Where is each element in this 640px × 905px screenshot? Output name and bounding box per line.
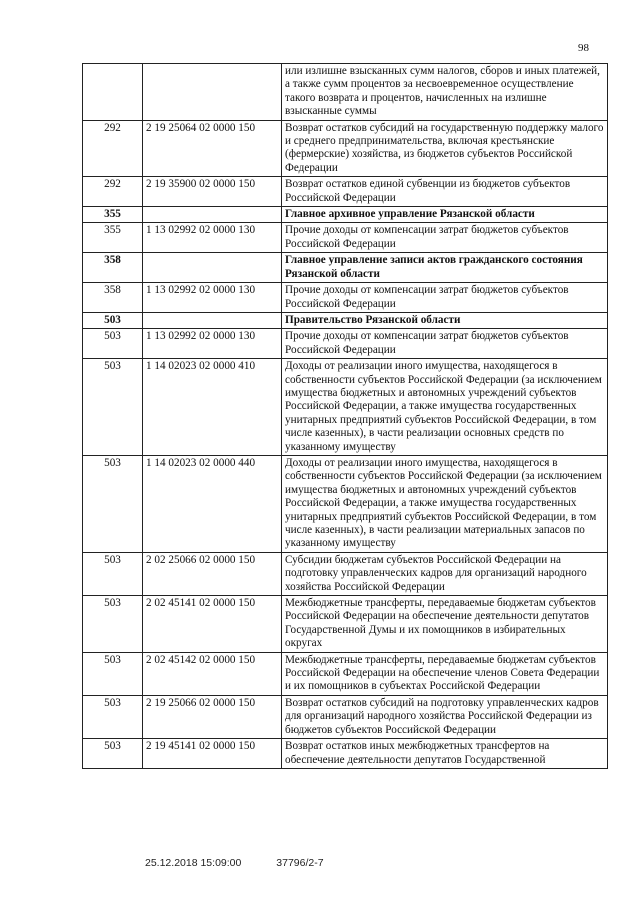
row-admin-code: [83, 64, 143, 121]
page-number: 98: [578, 42, 589, 54]
table-row: [83, 552, 608, 595]
row-description: Правительство Рязанской области: [282, 312, 608, 328]
row-revenue-code: [143, 64, 282, 121]
table-row: [83, 455, 608, 552]
row-admin-code: 355: [83, 223, 143, 253]
revenue-codes-table: [82, 63, 608, 769]
table-row: [83, 283, 608, 313]
row-description: Субсидии бюджетам субъектов Российской Федерации на подготовку управленческих кадров для организаций народного хозяйства Российской Федерации: [282, 552, 608, 595]
row-revenue-code: [143, 253, 282, 283]
row-revenue-code: 1 13 02992 02 0000 130: [143, 329, 282, 359]
row-description: Главное архивное управление Рязанской области: [282, 207, 608, 223]
row-admin-code: 503: [83, 312, 143, 328]
row-description: Межбюджетные трансферты, передаваемые бюджетам субъектов Российской Федерации на обеспечение членов Совета Федерации и их помощников в субъектах Российской Федерации: [282, 652, 608, 695]
row-revenue-code: 2 19 35900 02 0000 150: [143, 177, 282, 207]
row-revenue-code: 1 13 02992 02 0000 130: [143, 283, 282, 313]
row-admin-code: 503: [83, 652, 143, 695]
row-description: Прочие доходы от компенсации затрат бюджетов субъектов Российской Федерации: [282, 223, 608, 253]
row-description: Возврат остатков субсидий на подготовку управленческих кадров для организаций народного хозяйства Российской Федерации из бюджетов субъектов Российской Федерации: [282, 695, 608, 738]
row-description: Главное управление записи актов гражданского состояния Рязанской области: [282, 253, 608, 283]
row-revenue-code: 2 19 25066 02 0000 150: [143, 695, 282, 738]
row-admin-code: 292: [83, 120, 143, 177]
footer: [145, 857, 324, 869]
row-admin-code: 503: [83, 359, 143, 456]
table-row: [83, 120, 608, 177]
row-admin-code: 503: [83, 596, 143, 653]
table-row: [83, 312, 608, 328]
row-admin-code: 358: [83, 253, 143, 283]
row-description: Доходы от реализации иного имущества, находящегося в собственности субъектов Российской Федерации (за исключением имущества бюджетных и автономных учреждений субъектов Российской Федерации, а также имущества государственных унитарных предприятий субъектов Российской Федерации, в том числе казенных), в части реализации основных средств по указанному имуществу: [282, 359, 608, 456]
table-row: [83, 177, 608, 207]
row-description: или излишне взысканных сумм налогов, сборов и иных платежей, а также сумм процентов за несвоевременное осуществление такого возврата и процентов, начисленных на излишне взысканные суммы: [282, 64, 608, 121]
row-revenue-code: 2 19 25064 02 0000 150: [143, 120, 282, 177]
table-row: [83, 207, 608, 223]
table-row: [83, 652, 608, 695]
row-revenue-code: 1 14 02023 02 0000 440: [143, 455, 282, 552]
row-revenue-code: 2 19 45141 02 0000 150: [143, 739, 282, 769]
row-revenue-code: 2 02 45142 02 0000 150: [143, 652, 282, 695]
table-row: [83, 695, 608, 738]
row-description: Доходы от реализации иного имущества, находящегося в собственности субъектов Российской Федерации (за исключением имущества бюджетных и автономных учреждений субъектов Российской Федерации, а также имущества государственных унитарных предприятий субъектов Российской Федерации, в том числе казенных), в части реализации материальных запасов по указанному имуществу: [282, 455, 608, 552]
row-admin-code: 358: [83, 283, 143, 313]
row-description: Прочие доходы от компенсации затрат бюджетов субъектов Российской Федерации: [282, 283, 608, 313]
table-row: [83, 596, 608, 653]
row-description: Возврат остатков иных межбюджетных трансфертов на обеспечение деятельности депутатов Государственной: [282, 739, 608, 769]
row-revenue-code: 2 02 45141 02 0000 150: [143, 596, 282, 653]
row-admin-code: 355: [83, 207, 143, 223]
row-admin-code: 503: [83, 455, 143, 552]
row-admin-code: 503: [83, 739, 143, 769]
footer-doc-id: 37796/2-7: [276, 857, 324, 869]
row-description: Прочие доходы от компенсации затрат бюджетов субъектов Российской Федерации: [282, 329, 608, 359]
table-row: [83, 739, 608, 769]
footer-timestamp: 25.12.2018 15:09:00: [145, 857, 242, 869]
row-admin-code: 503: [83, 695, 143, 738]
table-row: [83, 64, 608, 121]
row-description: Возврат остатков единой субвенции из бюджетов субъектов Российской Федерации: [282, 177, 608, 207]
row-admin-code: 503: [83, 552, 143, 595]
row-revenue-code: [143, 207, 282, 223]
table-row: [83, 223, 608, 253]
table-row: [83, 253, 608, 283]
table-row: [83, 329, 608, 359]
row-revenue-code: 1 14 02023 02 0000 410: [143, 359, 282, 456]
row-description: Возврат остатков субсидий на государственную поддержку малого и среднего предпринимательства, включая крестьянские (фермерские) хозяйства, из бюджетов субъектов Российской Федерации: [282, 120, 608, 177]
row-admin-code: 503: [83, 329, 143, 359]
table-row: [83, 359, 608, 456]
row-revenue-code: 1 13 02992 02 0000 130: [143, 223, 282, 253]
row-revenue-code: 2 02 25066 02 0000 150: [143, 552, 282, 595]
row-description: Межбюджетные трансферты, передаваемые бюджетам субъектов Российской Федерации на обеспечение деятельности депутатов Государственной Думы и их помощников в избирательных округах: [282, 596, 608, 653]
row-revenue-code: [143, 312, 282, 328]
row-admin-code: 292: [83, 177, 143, 207]
